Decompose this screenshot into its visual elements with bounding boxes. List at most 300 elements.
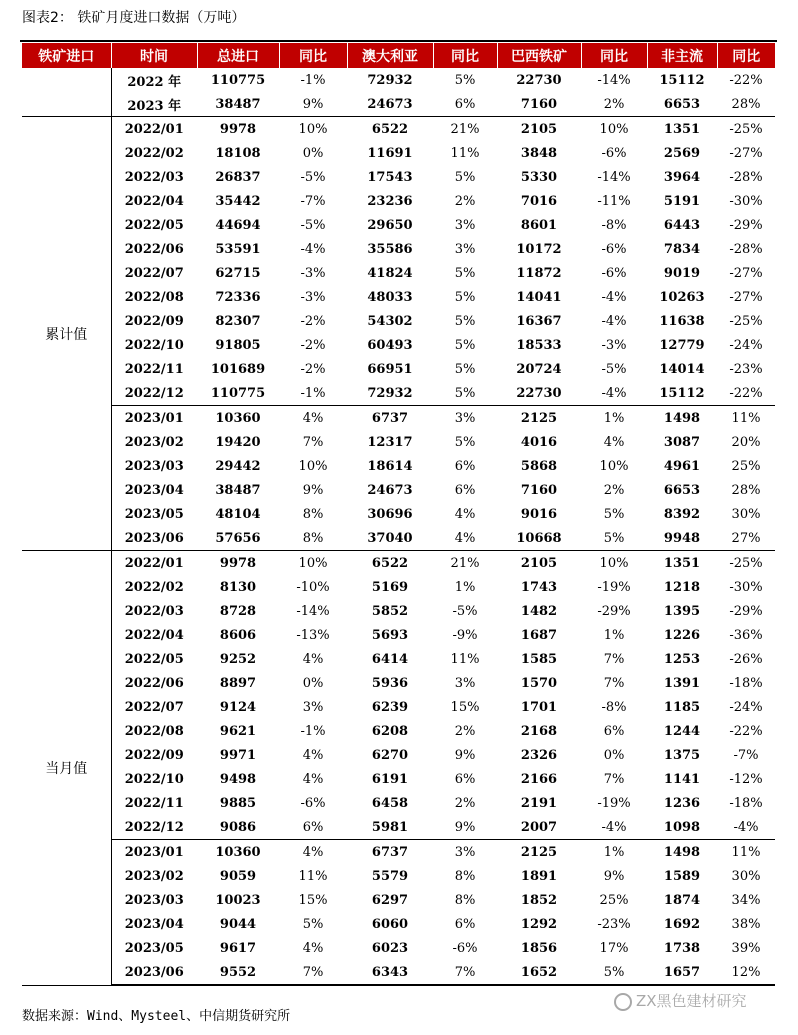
yoy-cell: -18% bbox=[717, 791, 775, 815]
yoy-cell: 5% bbox=[433, 357, 497, 381]
time-cell: 2023/01 bbox=[111, 406, 197, 431]
yoy-cell: 4% bbox=[279, 743, 347, 767]
value-cell: 9059 bbox=[197, 864, 279, 888]
yoy-cell: 2% bbox=[433, 791, 497, 815]
value-cell: 9885 bbox=[197, 791, 279, 815]
value-cell: 1253 bbox=[647, 647, 717, 671]
yoy-cell: 7% bbox=[279, 430, 347, 454]
value-cell: 8606 bbox=[197, 623, 279, 647]
yoy-cell: -4% bbox=[581, 381, 647, 406]
time-cell: 2023/06 bbox=[111, 960, 197, 985]
value-cell: 57656 bbox=[197, 526, 279, 551]
yoy-cell: 8% bbox=[279, 526, 347, 551]
value-cell: 3087 bbox=[647, 430, 717, 454]
value-cell: 15112 bbox=[647, 381, 717, 406]
table-row bbox=[22, 936, 775, 960]
yoy-cell: 11% bbox=[717, 406, 775, 431]
table-row bbox=[22, 671, 775, 695]
value-cell: 5936 bbox=[347, 671, 433, 695]
value-cell: 23236 bbox=[347, 189, 433, 213]
yoy-cell: 5% bbox=[581, 502, 647, 526]
yoy-cell: 3% bbox=[279, 695, 347, 719]
value-cell: 2125 bbox=[497, 406, 581, 431]
yoy-cell: -6% bbox=[581, 237, 647, 261]
yoy-cell: 4% bbox=[279, 767, 347, 791]
value-cell: 8601 bbox=[497, 213, 581, 237]
group-label bbox=[22, 68, 111, 117]
value-cell: 1236 bbox=[647, 791, 717, 815]
table-row bbox=[22, 237, 775, 261]
header-row bbox=[22, 43, 775, 68]
value-cell: 6270 bbox=[347, 743, 433, 767]
yoy-cell: -4% bbox=[581, 309, 647, 333]
value-cell: 3964 bbox=[647, 165, 717, 189]
yoy-cell: -27% bbox=[717, 261, 775, 285]
yoy-cell: 7% bbox=[581, 671, 647, 695]
table-row bbox=[22, 647, 775, 671]
value-cell: 12779 bbox=[647, 333, 717, 357]
value-cell: 9019 bbox=[647, 261, 717, 285]
yoy-cell: 21% bbox=[433, 117, 497, 142]
value-cell: 1498 bbox=[647, 406, 717, 431]
value-cell: 6522 bbox=[347, 117, 433, 142]
value-cell: 24673 bbox=[347, 92, 433, 117]
value-cell: 1874 bbox=[647, 888, 717, 912]
yoy-cell: -2% bbox=[279, 333, 347, 357]
yoy-cell: 2% bbox=[581, 478, 647, 502]
value-cell: 41824 bbox=[347, 261, 433, 285]
yoy-cell: 10% bbox=[581, 551, 647, 576]
time-cell: 2023/03 bbox=[111, 888, 197, 912]
value-cell: 37040 bbox=[347, 526, 433, 551]
value-cell: 3848 bbox=[497, 141, 581, 165]
yoy-cell: -30% bbox=[717, 189, 775, 213]
time-cell: 2023/01 bbox=[111, 840, 197, 865]
value-cell: 35586 bbox=[347, 237, 433, 261]
yoy-cell: 5% bbox=[433, 333, 497, 357]
yoy-cell: 30% bbox=[717, 502, 775, 526]
value-cell: 24673 bbox=[347, 478, 433, 502]
value-cell: 2125 bbox=[497, 840, 581, 865]
yoy-cell: -1% bbox=[279, 68, 347, 92]
yoy-cell: 11% bbox=[433, 647, 497, 671]
value-cell: 6443 bbox=[647, 213, 717, 237]
value-cell: 16367 bbox=[497, 309, 581, 333]
time-cell: 2022/05 bbox=[111, 647, 197, 671]
value-cell: 18108 bbox=[197, 141, 279, 165]
table-row bbox=[22, 454, 775, 478]
value-cell: 9978 bbox=[197, 551, 279, 576]
yoy-cell: 3% bbox=[433, 213, 497, 237]
value-cell: 10263 bbox=[647, 285, 717, 309]
header-cell: 总进口 bbox=[197, 43, 279, 68]
yoy-cell: 4% bbox=[433, 502, 497, 526]
value-cell: 5191 bbox=[647, 189, 717, 213]
time-cell: 2023/05 bbox=[111, 936, 197, 960]
table-row bbox=[22, 767, 775, 791]
value-cell: 1738 bbox=[647, 936, 717, 960]
yoy-cell: 3% bbox=[433, 840, 497, 865]
value-cell: 38487 bbox=[197, 478, 279, 502]
value-cell: 48104 bbox=[197, 502, 279, 526]
value-cell: 9621 bbox=[197, 719, 279, 743]
yoy-cell: -14% bbox=[581, 165, 647, 189]
header-cell: 同比 bbox=[717, 43, 775, 68]
yoy-cell: 27% bbox=[717, 526, 775, 551]
yoy-cell: 0% bbox=[279, 141, 347, 165]
value-cell: 1743 bbox=[497, 575, 581, 599]
value-cell: 1852 bbox=[497, 888, 581, 912]
yoy-cell: 6% bbox=[581, 719, 647, 743]
yoy-cell: -4% bbox=[581, 815, 647, 840]
value-cell: 6060 bbox=[347, 912, 433, 936]
value-cell: 5852 bbox=[347, 599, 433, 623]
value-cell: 6458 bbox=[347, 791, 433, 815]
yoy-cell: 9% bbox=[581, 864, 647, 888]
value-cell: 2326 bbox=[497, 743, 581, 767]
yoy-cell: -30% bbox=[717, 575, 775, 599]
value-cell: 4016 bbox=[497, 430, 581, 454]
value-cell: 5693 bbox=[347, 623, 433, 647]
yoy-cell: 1% bbox=[581, 840, 647, 865]
yoy-cell: -6% bbox=[433, 936, 497, 960]
yoy-cell: 7% bbox=[433, 960, 497, 985]
table-body bbox=[22, 68, 775, 985]
time-cell: 2023/02 bbox=[111, 430, 197, 454]
time-cell: 2022/06 bbox=[111, 237, 197, 261]
time-cell: 2022/07 bbox=[111, 695, 197, 719]
time-cell: 2022/09 bbox=[111, 309, 197, 333]
time-cell: 2022/04 bbox=[111, 189, 197, 213]
value-cell: 6653 bbox=[647, 478, 717, 502]
yoy-cell: -27% bbox=[717, 141, 775, 165]
value-cell: 20724 bbox=[497, 357, 581, 381]
yoy-cell: -4% bbox=[717, 815, 775, 840]
yoy-cell: 5% bbox=[433, 381, 497, 406]
yoy-cell: 6% bbox=[433, 454, 497, 478]
value-cell: 10172 bbox=[497, 237, 581, 261]
value-cell: 72932 bbox=[347, 381, 433, 406]
time-cell: 2022/10 bbox=[111, 333, 197, 357]
value-cell: 9086 bbox=[197, 815, 279, 840]
value-cell: 8130 bbox=[197, 575, 279, 599]
yoy-cell: -6% bbox=[581, 261, 647, 285]
yoy-cell: -10% bbox=[279, 575, 347, 599]
yoy-cell: 1% bbox=[433, 575, 497, 599]
yoy-cell: 4% bbox=[279, 840, 347, 865]
yoy-cell: -28% bbox=[717, 237, 775, 261]
time-cell: 2023 年 bbox=[111, 92, 197, 117]
yoy-cell: 6% bbox=[279, 815, 347, 840]
value-cell: 1891 bbox=[497, 864, 581, 888]
value-cell: 4961 bbox=[647, 454, 717, 478]
yoy-cell: -19% bbox=[581, 575, 647, 599]
yoy-cell: -26% bbox=[717, 647, 775, 671]
header-cell: 非主流 bbox=[647, 43, 717, 68]
value-cell: 10668 bbox=[497, 526, 581, 551]
time-cell: 2022/08 bbox=[111, 285, 197, 309]
time-cell: 2022/05 bbox=[111, 213, 197, 237]
value-cell: 2007 bbox=[497, 815, 581, 840]
yoy-cell: 6% bbox=[433, 767, 497, 791]
yoy-cell: -5% bbox=[433, 599, 497, 623]
value-cell: 35442 bbox=[197, 189, 279, 213]
yoy-cell: -6% bbox=[279, 791, 347, 815]
value-cell: 30696 bbox=[347, 502, 433, 526]
yoy-cell: 11% bbox=[279, 864, 347, 888]
yoy-cell: -5% bbox=[279, 165, 347, 189]
yoy-cell: -22% bbox=[717, 68, 775, 92]
value-cell: 1498 bbox=[647, 840, 717, 865]
yoy-cell: 5% bbox=[279, 912, 347, 936]
value-cell: 2105 bbox=[497, 117, 581, 142]
table-row bbox=[22, 141, 775, 165]
value-cell: 9498 bbox=[197, 767, 279, 791]
time-cell: 2022/01 bbox=[111, 117, 197, 142]
yoy-cell: 5% bbox=[433, 285, 497, 309]
value-cell: 1185 bbox=[647, 695, 717, 719]
table-row bbox=[22, 261, 775, 285]
value-cell: 1687 bbox=[497, 623, 581, 647]
header-cell: 同比 bbox=[279, 43, 347, 68]
table-row bbox=[22, 791, 775, 815]
yoy-cell: 6% bbox=[433, 912, 497, 936]
time-cell: 2022/12 bbox=[111, 381, 197, 406]
value-cell: 110775 bbox=[197, 381, 279, 406]
time-cell: 2022/03 bbox=[111, 599, 197, 623]
group-label: 当月值 bbox=[22, 551, 111, 986]
yoy-cell: 4% bbox=[433, 526, 497, 551]
header-cell: 同比 bbox=[433, 43, 497, 68]
yoy-cell: -25% bbox=[717, 117, 775, 142]
value-cell: 66951 bbox=[347, 357, 433, 381]
time-cell: 2022/10 bbox=[111, 767, 197, 791]
yoy-cell: 5% bbox=[433, 430, 497, 454]
value-cell: 5981 bbox=[347, 815, 433, 840]
value-cell: 29442 bbox=[197, 454, 279, 478]
yoy-cell: 7% bbox=[279, 960, 347, 985]
time-cell: 2023/05 bbox=[111, 502, 197, 526]
yoy-cell: 3% bbox=[433, 237, 497, 261]
yoy-cell: 4% bbox=[279, 936, 347, 960]
table-row bbox=[22, 189, 775, 213]
table-row bbox=[22, 117, 775, 142]
yoy-cell: 15% bbox=[433, 695, 497, 719]
yoy-cell: -3% bbox=[279, 285, 347, 309]
table-row bbox=[22, 912, 775, 936]
yoy-cell: 5% bbox=[433, 309, 497, 333]
time-cell: 2023/03 bbox=[111, 454, 197, 478]
value-cell: 1351 bbox=[647, 117, 717, 142]
yoy-cell: 2% bbox=[581, 92, 647, 117]
time-cell: 2022/02 bbox=[111, 575, 197, 599]
group-label: 累计值 bbox=[22, 117, 111, 551]
yoy-cell: -18% bbox=[717, 671, 775, 695]
header-cell: 澳大利亚 bbox=[347, 43, 433, 68]
table-row bbox=[22, 551, 775, 576]
value-cell: 8392 bbox=[647, 502, 717, 526]
value-cell: 1570 bbox=[497, 671, 581, 695]
value-cell: 1226 bbox=[647, 623, 717, 647]
yoy-cell: 6% bbox=[433, 478, 497, 502]
value-cell: 7160 bbox=[497, 478, 581, 502]
value-cell: 9552 bbox=[197, 960, 279, 985]
table-row bbox=[22, 815, 775, 840]
table-row bbox=[22, 575, 775, 599]
value-cell: 1395 bbox=[647, 599, 717, 623]
yoy-cell: 8% bbox=[433, 888, 497, 912]
yoy-cell: 25% bbox=[717, 454, 775, 478]
value-cell: 6653 bbox=[647, 92, 717, 117]
value-cell: 6191 bbox=[347, 767, 433, 791]
header-cell: 时间 bbox=[111, 43, 197, 68]
yoy-cell: -8% bbox=[581, 213, 647, 237]
table-row bbox=[22, 502, 775, 526]
yoy-cell: -5% bbox=[279, 213, 347, 237]
value-cell: 38487 bbox=[197, 92, 279, 117]
yoy-cell: 10% bbox=[279, 551, 347, 576]
value-cell: 8897 bbox=[197, 671, 279, 695]
value-cell: 6737 bbox=[347, 840, 433, 865]
yoy-cell: -14% bbox=[279, 599, 347, 623]
value-cell: 11638 bbox=[647, 309, 717, 333]
yoy-cell: 3% bbox=[433, 406, 497, 431]
yoy-cell: -7% bbox=[717, 743, 775, 767]
value-cell: 72336 bbox=[197, 285, 279, 309]
yoy-cell: -22% bbox=[717, 719, 775, 743]
table-row bbox=[22, 743, 775, 767]
yoy-cell: 1% bbox=[581, 623, 647, 647]
value-cell: 9978 bbox=[197, 117, 279, 142]
value-cell: 91805 bbox=[197, 333, 279, 357]
table-row bbox=[22, 526, 775, 551]
yoy-cell: 9% bbox=[433, 743, 497, 767]
yoy-cell: 10% bbox=[581, 117, 647, 142]
value-cell: 60493 bbox=[347, 333, 433, 357]
value-cell: 82307 bbox=[197, 309, 279, 333]
value-cell: 1292 bbox=[497, 912, 581, 936]
value-cell: 9252 bbox=[197, 647, 279, 671]
yoy-cell: -4% bbox=[279, 237, 347, 261]
value-cell: 7160 bbox=[497, 92, 581, 117]
yoy-cell: -29% bbox=[717, 213, 775, 237]
yoy-cell: -19% bbox=[581, 791, 647, 815]
header-cell: 铁矿进口 bbox=[22, 43, 111, 68]
value-cell: 9016 bbox=[497, 502, 581, 526]
value-cell: 5330 bbox=[497, 165, 581, 189]
yoy-cell: 12% bbox=[717, 960, 775, 985]
yoy-cell: 10% bbox=[581, 454, 647, 478]
yoy-cell: 6% bbox=[433, 92, 497, 117]
yoy-cell: -3% bbox=[581, 333, 647, 357]
yoy-cell: -9% bbox=[433, 623, 497, 647]
yoy-cell: -23% bbox=[717, 357, 775, 381]
watermark bbox=[614, 990, 747, 1011]
value-cell: 1482 bbox=[497, 599, 581, 623]
yoy-cell: 7% bbox=[581, 647, 647, 671]
iron-ore-import-table bbox=[22, 43, 775, 986]
yoy-cell: 5% bbox=[433, 261, 497, 285]
yoy-cell: -29% bbox=[581, 599, 647, 623]
yoy-cell: 3% bbox=[433, 671, 497, 695]
value-cell: 101689 bbox=[197, 357, 279, 381]
time-cell: 2022/11 bbox=[111, 357, 197, 381]
value-cell: 2569 bbox=[647, 141, 717, 165]
yoy-cell: 11% bbox=[717, 840, 775, 865]
value-cell: 1585 bbox=[497, 647, 581, 671]
value-cell: 5169 bbox=[347, 575, 433, 599]
table-row bbox=[22, 309, 775, 333]
time-cell: 2022 年 bbox=[111, 68, 197, 92]
time-cell: 2023/04 bbox=[111, 478, 197, 502]
value-cell: 1657 bbox=[647, 960, 717, 985]
yoy-cell: -25% bbox=[717, 551, 775, 576]
value-cell: 12317 bbox=[347, 430, 433, 454]
yoy-cell: -3% bbox=[279, 261, 347, 285]
value-cell: 14041 bbox=[497, 285, 581, 309]
yoy-cell: 10% bbox=[279, 117, 347, 142]
yoy-cell: 1% bbox=[581, 406, 647, 431]
header-cell: 巴西铁矿 bbox=[497, 43, 581, 68]
yoy-cell: 4% bbox=[279, 406, 347, 431]
yoy-cell: 5% bbox=[433, 68, 497, 92]
value-cell: 2105 bbox=[497, 551, 581, 576]
time-cell: 2022/12 bbox=[111, 815, 197, 840]
table-row bbox=[22, 719, 775, 743]
value-cell: 29650 bbox=[347, 213, 433, 237]
yoy-cell: -1% bbox=[279, 381, 347, 406]
yoy-cell: 30% bbox=[717, 864, 775, 888]
value-cell: 22730 bbox=[497, 381, 581, 406]
table-row bbox=[22, 165, 775, 189]
value-cell: 9124 bbox=[197, 695, 279, 719]
value-cell: 8728 bbox=[197, 599, 279, 623]
yoy-cell: -12% bbox=[717, 767, 775, 791]
yoy-cell: 9% bbox=[279, 92, 347, 117]
value-cell: 1589 bbox=[647, 864, 717, 888]
value-cell: 6414 bbox=[347, 647, 433, 671]
yoy-cell: -2% bbox=[279, 309, 347, 333]
value-cell: 10360 bbox=[197, 840, 279, 865]
yoy-cell: 5% bbox=[581, 960, 647, 985]
yoy-cell: 25% bbox=[581, 888, 647, 912]
value-cell: 6343 bbox=[347, 960, 433, 985]
header-cell: 同比 bbox=[581, 43, 647, 68]
time-cell: 2022/08 bbox=[111, 719, 197, 743]
value-cell: 18614 bbox=[347, 454, 433, 478]
value-cell: 1351 bbox=[647, 551, 717, 576]
time-cell: 2022/01 bbox=[111, 551, 197, 576]
table-row bbox=[22, 623, 775, 647]
table-row bbox=[22, 840, 775, 865]
value-cell: 10360 bbox=[197, 406, 279, 431]
yoy-cell: 8% bbox=[279, 502, 347, 526]
yoy-cell: 0% bbox=[581, 743, 647, 767]
time-cell: 2022/02 bbox=[111, 141, 197, 165]
table-row bbox=[22, 285, 775, 309]
top-rule bbox=[20, 40, 777, 42]
yoy-cell: 7% bbox=[581, 767, 647, 791]
yoy-cell: 20% bbox=[717, 430, 775, 454]
yoy-cell: -23% bbox=[581, 912, 647, 936]
yoy-cell: -7% bbox=[279, 189, 347, 213]
value-cell: 14014 bbox=[647, 357, 717, 381]
yoy-cell: -2% bbox=[279, 357, 347, 381]
yoy-cell: -27% bbox=[717, 285, 775, 309]
value-cell: 1244 bbox=[647, 719, 717, 743]
yoy-cell: 17% bbox=[581, 936, 647, 960]
yoy-cell: -13% bbox=[279, 623, 347, 647]
